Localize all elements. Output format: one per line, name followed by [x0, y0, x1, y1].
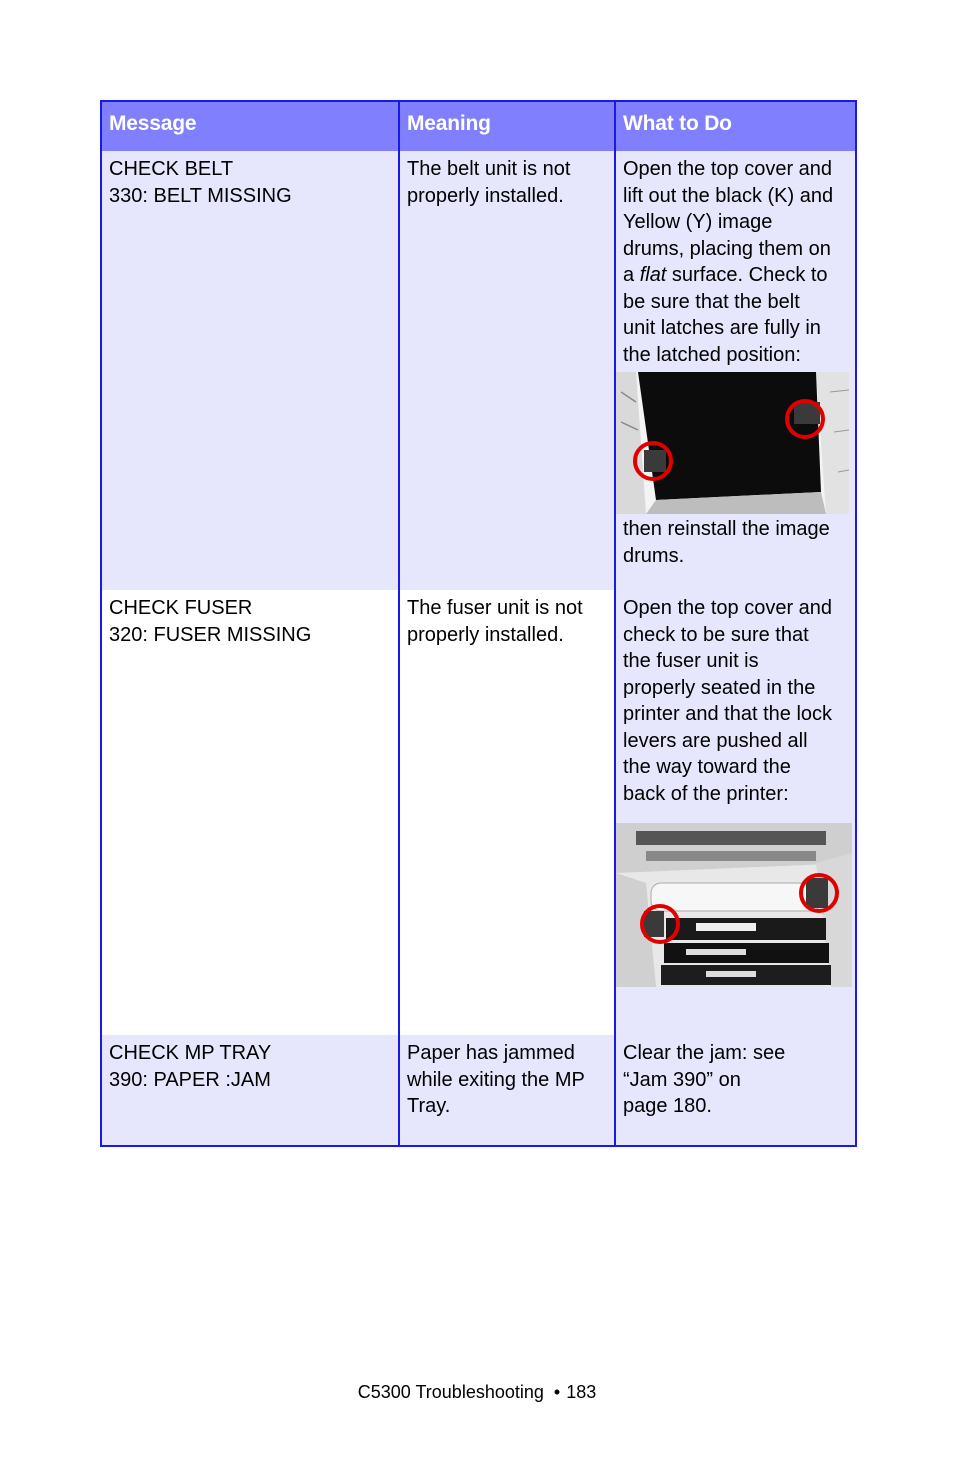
flat-emphasis: flat	[639, 264, 667, 286]
meaning-cell	[399, 151, 615, 590]
instruction-line: check to be sure that	[623, 623, 809, 646]
instruction-line: properly seated in the	[623, 676, 816, 699]
table-row-check-belt	[101, 151, 856, 590]
fuser-unit-photo	[616, 823, 852, 987]
instruction-line-italic	[623, 262, 848, 289]
meaning-line: while exiting the MP	[407, 1068, 585, 1091]
header-meaning: Meaning	[399, 101, 615, 151]
message-cell	[101, 590, 399, 1035]
meaning-line: Paper has jammed	[407, 1042, 575, 1064]
what-to-do-cell	[615, 151, 856, 590]
instruction-line: the fuser unit is	[623, 650, 759, 672]
table-row-check-fuser	[101, 590, 856, 1035]
what-to-do-cell	[615, 1035, 856, 1146]
page-footer	[0, 1382, 954, 1403]
instruction-line: be sure that the belt	[623, 290, 800, 313]
what-to-do-cell	[615, 590, 856, 1035]
meaning-line: The fuser unit is not	[407, 597, 583, 619]
instruction-line: the latched position:	[623, 343, 801, 366]
instruction-text: a	[623, 264, 640, 286]
belt-unit-illustration	[616, 372, 849, 514]
message-line: 320: FUSER MISSING	[109, 623, 312, 646]
meaning-cell	[399, 590, 615, 1035]
fuser-unit-illustration	[616, 823, 852, 987]
instruction-line: printer and that the lock	[623, 703, 833, 725]
page-reference-link[interactable]: page 180.	[623, 1095, 712, 1117]
header-message: Message	[101, 101, 399, 151]
error-message-table	[100, 100, 857, 1147]
meaning-line: The belt unit is not	[407, 158, 571, 180]
table-header-row	[101, 101, 856, 151]
instruction-line: drums, placing them on	[623, 237, 831, 260]
message-line: 390: PAPER :JAM	[109, 1068, 271, 1091]
instruction-line: drums.	[623, 544, 685, 567]
instruction-text: surface. Check to	[666, 264, 828, 286]
message-line: 330: BELT MISSING	[109, 184, 292, 207]
message-line: CHECK FUSER	[109, 597, 253, 619]
message-cell	[101, 151, 399, 590]
instruction-line: lift out the black (K) and	[623, 184, 834, 207]
meaning-line: properly installed.	[407, 623, 564, 646]
belt-unit-photo	[616, 372, 849, 514]
instruction-line: Open the top cover and	[623, 597, 833, 619]
instruction-line: back of the printer:	[623, 782, 789, 805]
footer-bullet: •	[553, 1382, 561, 1402]
footer-title: C5300 Troubleshooting	[357, 1382, 544, 1402]
message-line: CHECK MP TRAY	[109, 1042, 272, 1064]
table-row-check-mp-tray	[101, 1035, 856, 1146]
message-line: CHECK BELT	[109, 158, 234, 180]
instruction-line: the way toward the	[623, 756, 791, 778]
meaning-cell	[399, 1035, 615, 1146]
instruction-line: unit latches are fully in	[623, 317, 821, 339]
instruction-line: Open the top cover and	[623, 158, 833, 180]
instruction-line: levers are pushed all	[623, 729, 808, 752]
meaning-line: properly installed.	[407, 184, 564, 207]
message-table-container	[100, 100, 855, 1147]
meaning-line: Tray.	[407, 1095, 451, 1117]
footer-page-number: 183	[566, 1382, 597, 1402]
instruction-line: Clear the jam: see	[623, 1042, 786, 1064]
instruction-line: then reinstall the image	[623, 518, 830, 540]
message-cell	[101, 1035, 399, 1146]
header-what-to-do: What to Do	[615, 101, 856, 151]
instruction-line: Yellow (Y) image	[623, 211, 773, 233]
jam-390-link[interactable]: “Jam 390” on	[623, 1068, 741, 1091]
